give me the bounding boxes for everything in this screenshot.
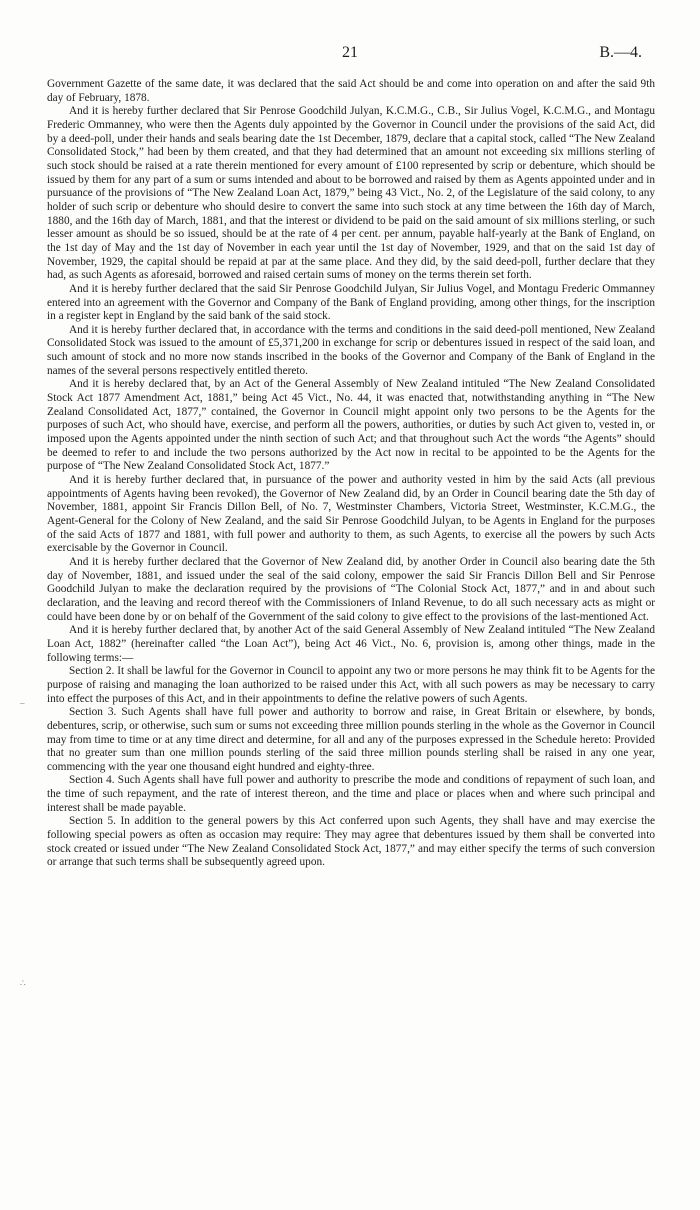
section-2: Section 2. It shall be lawful for the Governor in Council to appoint any two or more persons he may think fit to be Agents for the purpose of raising and managing the loan authorized to be raised under this Act, with all such powers as may be necessary to carry into effect the purposes of this Act, and in their appointments to define the relative powers of such Agents. — [47, 665, 655, 705]
margin-mark: – — [20, 698, 25, 708]
section-5: Section 5. In addition to the general powers by this Act conferred upon such Agents, they shall have and may exercise the following special powers as often as occasion may require: They may agree that debentures issued by them shall be converted into stock created or issued under “The New Zealand Consolidated Stock Act, 1877,” and may either specify the terms of such conversion or arrange that such terms shall be subsequently agreed upon. — [47, 815, 655, 869]
margin-mark: ∴ — [20, 978, 26, 988]
paragraph-loan-act: And it is hereby further declared that, by another Act of the said General Assembly of New Zealand intituled “The New Zealand Loan Act, 1882” (hereinafter called “the Loan Act”), being Act 46 Vict., No. 6, provision is, among other things, made in the following terms:— — [47, 624, 655, 664]
document-reference: B.—4. — [599, 44, 642, 61]
paragraph-bank-agreement: And it is hereby further declared that the said Sir Penrose Goodchild Julyan, Sir Julius Vogel, and Montagu Frederic Ommanney entered into an agreement with the Governor and Company of the Bank of England providing, among other things, for the inscription in a register kept in England by the said bank of the said stock. — [47, 282, 655, 323]
section-3: Section 3. Such Agents shall have full power and authority to borrow and raise, in Great Britain or elsewhere, by bonds, debentures, scrip, or otherwise, such sum or sums not exceeding three million pounds sterling in the whole as the Governor in Council may from time to time or at any time direct and determine, for all and any of the purposes expressed in the Schedule hereto: Provided that no greater sum than one million pounds sterling of the said three million pounds sterling shall be raised in any one year, commencing with the year one thousand eight hundred and eighty-three. — [47, 706, 655, 773]
paragraph-gazette: Government Gazette of the same date, it was declared that the said Act should be and come into operation on and after the said 9th day of February, 1878. — [47, 78, 655, 104]
paragraph-stock-issued: And it is hereby further declared that, in accordance with the terms and conditions in the said deed-poll mentioned, New Zealand Consolidated Stock was issued to the amount of £5,371,200 in exchange for scrip or debentures issued in respect of the said loan, and such amount of stock and no more now stands inscribed in the books of the Governor and Company of the Bank of England in the names of the several persons respectively entitled thereto. — [47, 323, 655, 377]
paragraph-deed-poll: And it is hereby further declared that Sir Penrose Goodchild Julyan, K.C.M.G., C.B., Sir Julius Vogel, K.C.M.G., and Montagu Frederic Ommanney, who were then the Agents duly appointed by the Governor in Council under the provisions of the said Act, did by a deed-poll, under their hands and seals bearing date the 1st December, 1879, declare that a capital stock, called “The New Zealand Consolidated Stock,” had been by them created, and that they had determined that an amount not exceeding six millions sterling of such stock should be raised at a rate therein mentioned for every amount of £100 represented by scrip or debenture, which should be issued by them for any part of a sum or sums intended and about to be borrowed and raised by them as Agents appointed under and in pursuance of the provisions of “The New Zealand Loan Act, 1879,” being 43 Vict., No. 2, of the Legislature of the said colony, to any holder of such scrip or debenture who should desire to convert the same into such stock at any time between the 16th day of March, 1880, and the 16th day of March, 1881, and that the interest or dividend to be paid on the said amount of six millions sterling, or such lesser amount as should be so issued, should be at the rate of 4 per cent. per annum, payable half-yearly at the Bank of England, on the 1st day of May and the 1st day of November in each year until the 1st day of November, 1929, and that on the said 1st day of November, 1929, the capital should be repaid at par at the same place. And they did, by the said deed-poll, further declare that they had, as such Agents as aforesaid, borrowed and raised certain sums of money on the terms therein set forth. — [47, 105, 655, 282]
page-number: 21 — [342, 44, 358, 61]
body-text — [47, 78, 655, 870]
section-4: Section 4. Such Agents shall have full power and authority to prescribe the mode and conditions of repayment of such loan, and the time of such repayment, and the rate of interest thereon, and the time and place or places when and where such principal and interest shall be made payable. — [47, 774, 655, 814]
paragraph-colonial-stock-act: And it is hereby further declared that the Governor of New Zealand did, by another Order in Council also bearing date the 5th day of November, 1881, and issued under the seal of the said colony, empower the said Sir Francis Dillon Bell and Sir Penrose Goodchild Julyan to make the declaration required by the provisions of “The Colonial Stock Act, 1877,” and in and about such declaration, and the leaving and record thereof with the Commissioners of Inland Revenue, to do all such necessary acts as might or could have been done by or on behalf of the Government of the said colony to give effect to the provisions of the last-mentioned Act. — [47, 555, 655, 623]
paragraph-amendment-act: And it is hereby declared that, by an Act of the General Assembly of New Zealand intituled “The New Zealand Consolidated Stock Act 1877 Amendment Act, 1881,” being Act 45 Vict., No. 44, it was enacted that, notwithstanding anything in “The New Zealand Consolidated Act, 1877,” contained, the Governor in Council might appoint only two persons to be the Agents for the purposes of such Act, who should have, exercise, and perform all the powers, authorities, or duties by such Act given to, vested in, or imposed upon the Agents appointed under the ninth section of such Act; and that throughout such Act the words “the Agents” should be deemed to refer to and include the two persons authorized by the Act now in recital to be appointed to be the Agents for the purpose of “The New Zealand Consolidated Stock Act, 1877.” — [47, 378, 655, 473]
paragraph-agents-appointed: And it is hereby further declared that, in pursuance of the power and authority vested in him by the said Acts (all previous appointments of Agents having been revoked), the Governor of New Zealand did, by an Order in Council bearing date the 5th day of November, 1881, appoint Sir Francis Dillon Bell, of No. 7, Westminster Chambers, Victoria Street, Westminster, K.C.M.G., the Agent-General for the Colony of New Zealand, and the said Sir Penrose Goodchild Julyan, to be Agents in England for the purposes of the said Acts of 1877 and 1881, with full power and authority to them, as such Agents, to exercise all the powers by such Acts exercisable by the Governor in Council. — [47, 474, 655, 555]
